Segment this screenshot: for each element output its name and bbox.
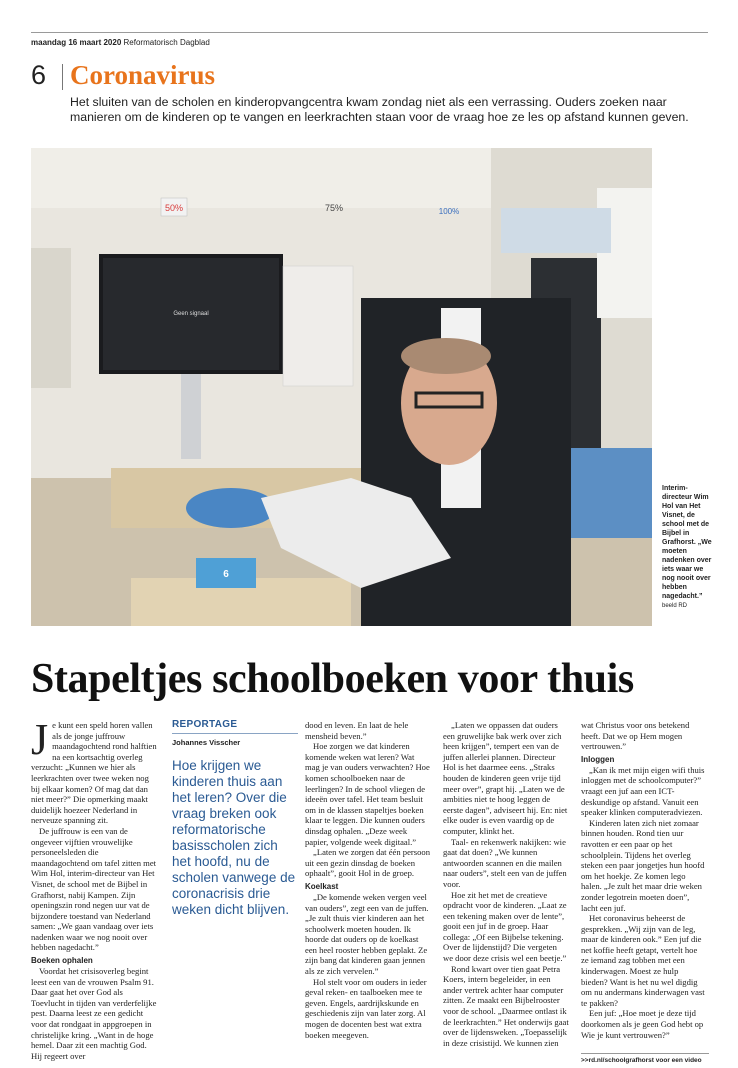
paragraph: „Laten we oppassen dat ouders een gruwelijke bak werk over zich heen krijgen”, tempert een van de juffen allerlei plannen. Directeur Hol is het daarmee eens. „Straks houden de kinderen geen vrije tijd meer over”, grapt hij. „Laten we de ambities niet te hoog leggen de eerste dagen”, adviseert hij. En: niet elke ouder is even vaardig op de computer, klinkt het. (443, 720, 568, 836)
caption-text: Interim-directeur Wim Hol van Het Visnet, de school met de Bijbel in Grafhorst. „We moeten nadenken over iets waar we nog nooit over hebben nagedacht.” (662, 485, 712, 600)
paragraph: wat Christus voor ons betekend heeft. Dat we op Hem mogen vertrouwen.” (581, 720, 690, 752)
paragraph: Hoe zorgen we dat kinderen komende weken wat leren? Wat mag je van ouders verwachten? Hoe komen schoolboeken naar de leerlingen? In de school vliegen de ideeën over tafel. Het team besluit om in de klassen stapeltjes boeken klaar te leggen. Die kunnen ouders dinsdag ophalen. „Deze week papier, volgende week digitaal.” (305, 741, 430, 847)
wall-label-75: 75% (324, 203, 344, 213)
classroom-photo-illustration (31, 148, 652, 626)
subheading-boeken-ophalen: Boeken ophalen (31, 956, 93, 966)
subheading-inloggen: Inloggen (581, 754, 615, 764)
paragraph: „De komende weken vergen veel van ouders”, zegt een van de juffen. „Je zult thuis vier kinderen aan het schoolwerk moeten houden. Ik hoorde dat ouders op de koelkast een heel rooster hebben geplakt. Ze zijn bang dat kinderen gaan jennen als ze zich vervelen.” (305, 891, 429, 977)
article-photo (31, 148, 652, 626)
header-rule (31, 32, 708, 33)
paragraph: De juffrouw is een van de ongeveer vijftien vrouwelijke personeelsleden die maandagochtend om tafel zitten met Wim Hol, interim-directeur van Het Visnet, de school met de Bijbel in Grafhorst, nabij Kampen. Zijn openingszin rond negen uur vat de bijzondere toestand van Nederland samen: „We gaan vandaag over iets nadenken waar we nog nooit over hebben nagedacht.” (31, 825, 157, 953)
paragraph: Hol stelt voor om ouders in ieder geval reken- en taalboeken mee te geven. Engels, aardrijkskunde en geschiedenis zijn van later zorg. Al mogen de docenten best wat extra boeken meegeven. (305, 976, 427, 1040)
paragraph: Rond kwart over tien gaat Petra Koers, intern begeleider, in een ander vertrek achter haar computer zitten. Ze maakt een Bijbelrooster voor de school. „Daarmee ontlast ik de leerkrachten.” Het onderwijs gaat over de lijdensweken. „Toepasselijk in deze crisistijd. We kunnen zien (443, 963, 569, 1048)
article-headline: Stapeltjes schoolboeken voor thuis (31, 656, 634, 702)
pull-quote: Hoe krijgen we kinderen thuis aan het leren? Over die vraag breken ook reformatorische basisscholen zich het hoofd, nu de scholen vanwege de coronacrisis drie weken dicht blijven. (172, 758, 296, 918)
page-number: 6 (31, 60, 47, 90)
body-column-5 (581, 720, 707, 1040)
dateline (31, 38, 210, 47)
wall-label-50: 50% (164, 203, 184, 213)
drop-cap: J (31, 715, 49, 764)
video-link[interactable]: >>rd.nl/schoolgrafhorst voor een video (581, 1053, 709, 1064)
intro-text: Het sluiten van de scholen en kinderopvangcentra kwam zondag niet als een verrassing. Ouders zoeken naar manieren om de kinderen op te vangen en leerkrachten staan voor de vraag hoe ze les op afstand kunnen geven. (70, 95, 689, 124)
paragraph: Het coronavirus beheerst de gesprekken. „Wij zijn van de leg, maar de kinderen ook.” Een juf die net koffie heeft getapt, vertelt hoe ze iemand zag tobben met een kinderwagen. Moest ze hulp bieden? Want is het nu wel digdig om nu andermans kinderwagen vast te pakken? (581, 913, 705, 1008)
paragraph: „Kan ik met mijn eigen wifi thuis inloggen met de schoolcomputer?” vraagt een juf aan een ICT-deskundige op afstand. Vanuit een speaker klinken computeradviezen. (581, 764, 705, 818)
paragraph: dood en leven. En laat de hele mensheid beven.” (305, 720, 409, 741)
body-column-3 (305, 720, 431, 1040)
subheading-koelkast: Koelkast (305, 881, 339, 891)
wall-label-100: 100% (438, 207, 460, 216)
page-separator (62, 64, 63, 90)
author-byline: Johannes Visscher (172, 737, 241, 747)
paragraph: Hoe zit het met de creatieve opdracht voor de kinderen. „Laat ze een tekening maken over de lente”, gooit een juf in de groep. Haar collega: „Of een Bijbelse tekening. Over de lijdenstijd? Die vergeten we door deze crisis wel een beetje.” (443, 889, 567, 964)
paragraph: „Laten we zorgen dat één persoon uit een gezin dinsdag de boeken ophaalt”, gooit Hol in de groep. (305, 847, 430, 879)
body-column-1 (31, 715, 157, 1061)
paragraph: Taal- en rekenwerk nakijken: wie gaat dat doen? „We kunnen antwoorden scannen en die mailen naar ouders”, stelt een van de juffen voor. (443, 836, 567, 889)
paragraph: Voordat het crisisoverleg begint leest een van de vrouwen Psalm 91. Daar gaat het over God als Toevlucht in tijden van verderfelijke pest. Daarna leest ze een gedicht voor dat rondgaat in appgroepen in christelijke kring. „Want in de hoge hemel. Daar zit een machtig God. Hij regeert over (31, 966, 157, 1061)
issue-date: maandag 16 maart 2020 (31, 38, 122, 47)
paragraph: Een juf: „Hoe moet je deze tijd doorkomen als je geen God hebt op Wie je kunt vertrouwen?” (581, 1008, 704, 1040)
book-number: 6 (223, 569, 229, 580)
screen-text: Geen signaal (173, 311, 209, 317)
photo-credit: beeld RD (662, 603, 688, 609)
body-column-4 (443, 720, 569, 1048)
section-title: Coronavirus (70, 60, 216, 90)
publication-name: Reformatorisch Dagblad (123, 38, 210, 47)
paragraph-text: e kunt een speld horen vallen als de jonge juffrouw maandagochtend rond halftien na een kortsachtig overleg verzucht: „Kunnen we hier als leerkrachten over twee weken nog bij elkaar komen? Of mag dat dan niet meer?” Die opmerking maakt duidelijk hoezeer Nederland in nerveuze spanning zit. (31, 720, 157, 826)
paragraph: Kinderen laten zich niet zomaar binnen houden. Rond tien uur ravotten er een paar op het schoolplein. Tijdens het overleg steken een paar jongetjes hun hoofd om het hoekje. Ze komen lego halen. „Je zult het maar drie weken zonder legotrein moeten doen”, lacht een juf. (581, 817, 705, 913)
reportage-kicker: REPORTAGE (172, 720, 298, 734)
sidebar-column (172, 720, 298, 918)
photo-caption (662, 484, 712, 611)
paragraph (31, 715, 157, 826)
